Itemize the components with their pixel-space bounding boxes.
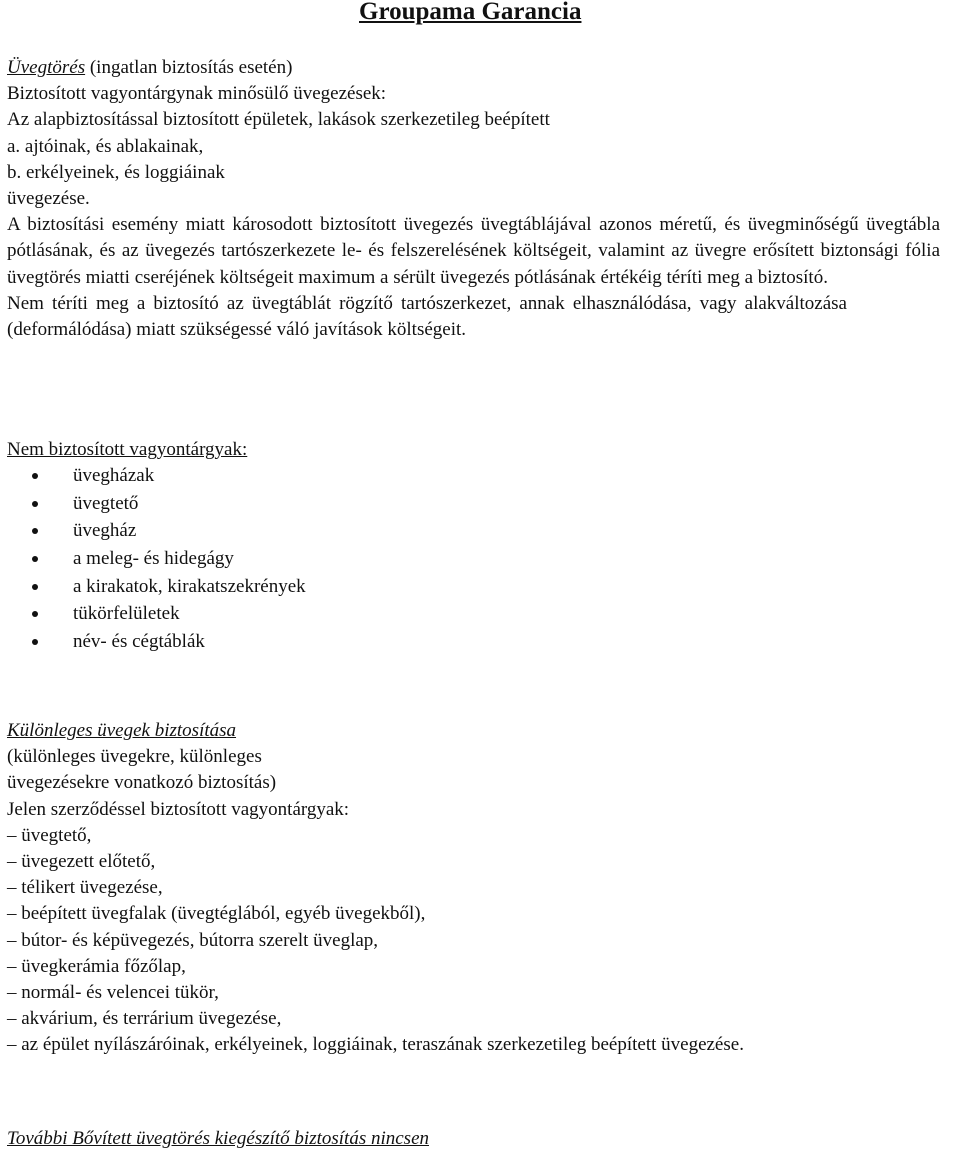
section-special-glass [7, 718, 952, 1059]
list-item-text: üvegház [73, 520, 137, 542]
bullet-icon [32, 501, 38, 507]
list-item [7, 628, 306, 656]
list-item: – télikert üvegezése, [7, 877, 163, 899]
text-line: Jelen szerződéssel biztosított vagyontárgyak: [7, 798, 350, 820]
bullet-icon [32, 473, 38, 479]
list-item [7, 600, 306, 628]
text-line: b. erkélyeinek, és loggiáinak [7, 161, 225, 183]
list-item: – üvegkerámia főzőlap, [7, 955, 186, 977]
bullet-icon [32, 639, 38, 645]
bullet-icon [32, 528, 38, 534]
list-item-text: a meleg- és hidegágy [73, 548, 234, 570]
insured-items-list [7, 823, 952, 1059]
list-item [7, 573, 306, 601]
bullet-icon [32, 611, 38, 617]
not-insured-list [7, 462, 306, 656]
section-glass-breakage-heading [7, 55, 952, 81]
list-item [7, 545, 306, 573]
text-line: Biztosított vagyontárgynak minősülő üvegezések: [7, 83, 387, 105]
list-item: – akvárium, és terrárium üvegezése, [7, 1008, 282, 1030]
heading-italic-text: Üvegtörés [7, 57, 86, 78]
heading-rest-text: (ingatlan biztosítás esetén) [85, 57, 293, 78]
list-item [7, 462, 306, 490]
section-glass-breakage [7, 55, 952, 343]
exclusion-paragraph: Nem téríti meg a biztosító az üvegtáblát rögzítő tartószerkezet, annak elhasználódása, vagy alakváltozása (deformálódása) miatt szükségessé váló javítások költségeit. [7, 292, 847, 341]
list-item-text: üvegházak [73, 465, 155, 486]
list-item-text: a kirakatok, kirakatszekrények [73, 575, 306, 597]
list-item: – beépített üvegfalak (üvegtéglából, egyéb üvegekből), [7, 903, 426, 925]
text-line: üvegezése. [7, 188, 90, 210]
list-item: – üvegtető, [7, 824, 92, 846]
coverage-paragraph: A biztosítási esemény miatt károsodott biztosított üvegezés üvegtáblájával azonos méretű, és üvegminőségű üvegtábla pótlásának, és az üvegezés tartószerkezete le- és felszerelésének költségeit, valamint az üvegre erősített biztonsági fólia üvegtörés miatti cseréjének költségeit maximum a sérült üvegezés pótlásának értékéig téríti meg a biztosító. [7, 214, 940, 288]
text-line: (különleges üvegekre, különleges [7, 746, 262, 768]
document-title: Groupama Garancia [359, 0, 582, 25]
text-line: üvegezésekre vonatkozó biztosítás) [7, 772, 277, 794]
text-line: Az alapbiztosítással biztosított épületek, lakások szerkezetileg beépített [7, 109, 550, 131]
section-not-insured-heading-wrap [7, 437, 952, 463]
section-not-insured-heading: Nem biztosított vagyontárgyak: [7, 439, 248, 460]
section-special-glass-heading: Különleges üvegek biztosítása [7, 720, 237, 741]
bullet-icon [32, 584, 38, 590]
list-item-text: tükörfelületek [73, 603, 180, 625]
list-item [7, 490, 306, 518]
list-item: – az épület nyílászáróinak, erkélyeinek, loggiáinak, teraszának szerkezetileg beépített üvegezése. [7, 1034, 744, 1056]
list-item: – bútor- és képüvegezés, bútorra szerelt üveglap, [7, 929, 379, 951]
list-item [7, 517, 306, 545]
list-item: – normál- és velencei tükör, [7, 981, 219, 1003]
bullet-icon [32, 556, 38, 562]
list-item-text: üvegtető [73, 492, 139, 514]
footer-note: További Bővített üvegtörés kiegészítő biztosítás nincsen [7, 1128, 429, 1149]
footer-note-wrap [7, 1126, 952, 1152]
text-line: a. ajtóinak, és ablakainak, [7, 135, 204, 157]
list-item: – üvegezett előtető, [7, 851, 156, 872]
list-item-text: név- és cégtáblák [73, 631, 205, 653]
